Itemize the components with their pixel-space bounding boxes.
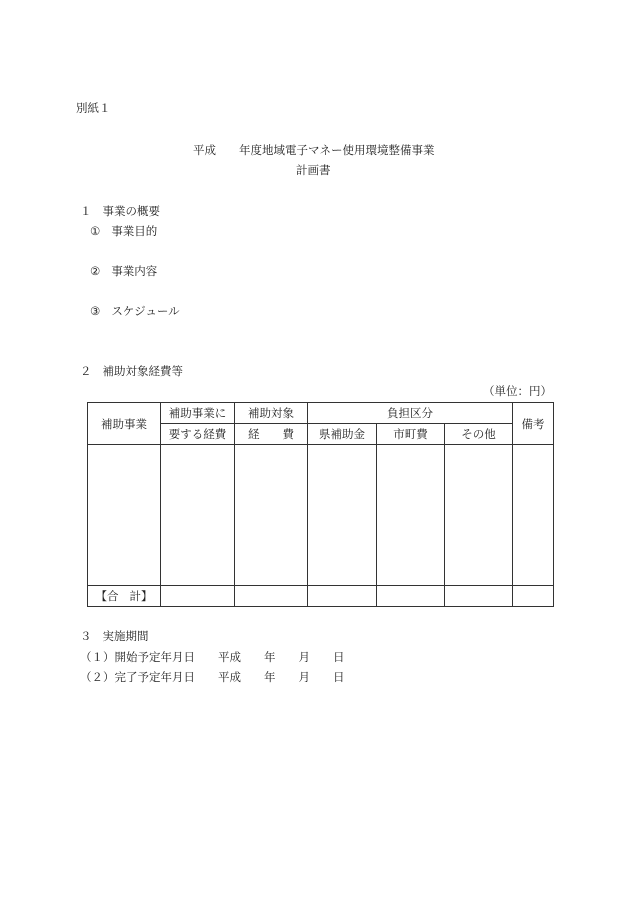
total-cell[interactable]: [513, 586, 554, 607]
total-label: [88, 586, 161, 607]
period-day: 日: [333, 670, 345, 684]
section2-title: 補助対象経費等: [102, 364, 183, 378]
header-eligible-line1: 補助対象: [235, 403, 308, 424]
section1-number: １: [80, 204, 92, 218]
table-body-row: [88, 445, 554, 586]
attachment-label: 別紙１: [76, 101, 111, 115]
header-eligible-line2: [235, 424, 308, 445]
body-cell[interactable]: [445, 445, 513, 586]
document-subtitle: 計画書: [296, 163, 331, 177]
header-remarks: 備考: [513, 403, 554, 445]
body-cell[interactable]: [88, 445, 161, 586]
body-cell[interactable]: [161, 445, 235, 586]
period-day: 日: [333, 650, 345, 664]
header-eligible-char2: 費: [282, 427, 294, 441]
unit-label: （単位：円）: [483, 384, 552, 398]
section1-item: [90, 264, 157, 278]
section3-title: 実施期間: [102, 629, 149, 643]
total-cell[interactable]: [161, 586, 235, 607]
section1-item: [90, 224, 157, 238]
header-burden: 負担区分: [308, 403, 513, 424]
section2-number: ２: [80, 364, 92, 378]
total-cell[interactable]: [235, 586, 308, 607]
header-cost-line2: 要する経費: [161, 424, 235, 445]
period-era: 平成: [218, 650, 241, 664]
header-other: その他: [445, 424, 513, 445]
section1-title: 事業の概要: [102, 204, 160, 218]
item-label: スケジュール: [111, 304, 180, 318]
total-cell[interactable]: [445, 586, 513, 607]
total-close: 計】: [129, 589, 153, 603]
title-main: 年度地域電子マネー使用環境整備事業: [239, 143, 435, 157]
item-number: ②: [90, 264, 101, 278]
total-cell[interactable]: [377, 586, 445, 607]
period-label: 開始予定年月日: [114, 650, 195, 664]
period-year: 年: [264, 650, 276, 664]
period-month: 月: [298, 650, 310, 664]
header-cost-line1: 補助事業に: [161, 403, 235, 424]
period-row: [80, 670, 345, 684]
period-era: 平成: [218, 670, 241, 684]
period-number: （１）: [80, 650, 115, 664]
section3-heading: [80, 629, 149, 643]
document-title: [193, 143, 435, 157]
total-cell[interactable]: [308, 586, 377, 607]
period-label: 完了予定年月日: [114, 670, 195, 684]
body-cell[interactable]: [308, 445, 377, 586]
header-eligible-char1: 経: [248, 427, 260, 441]
title-era: 平成: [193, 143, 216, 157]
body-cell[interactable]: [513, 445, 554, 586]
total-open: 【合: [95, 589, 119, 603]
section3-number: ３: [80, 629, 92, 643]
period-row: [80, 650, 345, 664]
period-month: 月: [298, 670, 310, 684]
section2-heading: [80, 364, 183, 378]
budget-table: [87, 402, 554, 607]
header-project: 補助事業: [88, 403, 161, 445]
body-cell[interactable]: [377, 445, 445, 586]
table-total-row: [88, 586, 554, 607]
period-number: （２）: [80, 670, 115, 684]
item-number: ③: [90, 304, 101, 318]
section1-item: [90, 304, 180, 318]
period-year: 年: [264, 670, 276, 684]
body-cell[interactable]: [235, 445, 308, 586]
section1-heading: [80, 204, 160, 218]
item-label: 事業目的: [111, 224, 158, 238]
header-pref: 県補助金: [308, 424, 377, 445]
table-header-row: [88, 403, 554, 424]
item-number: ①: [90, 224, 101, 238]
item-label: 事業内容: [111, 264, 158, 278]
header-city: 市町費: [377, 424, 445, 445]
